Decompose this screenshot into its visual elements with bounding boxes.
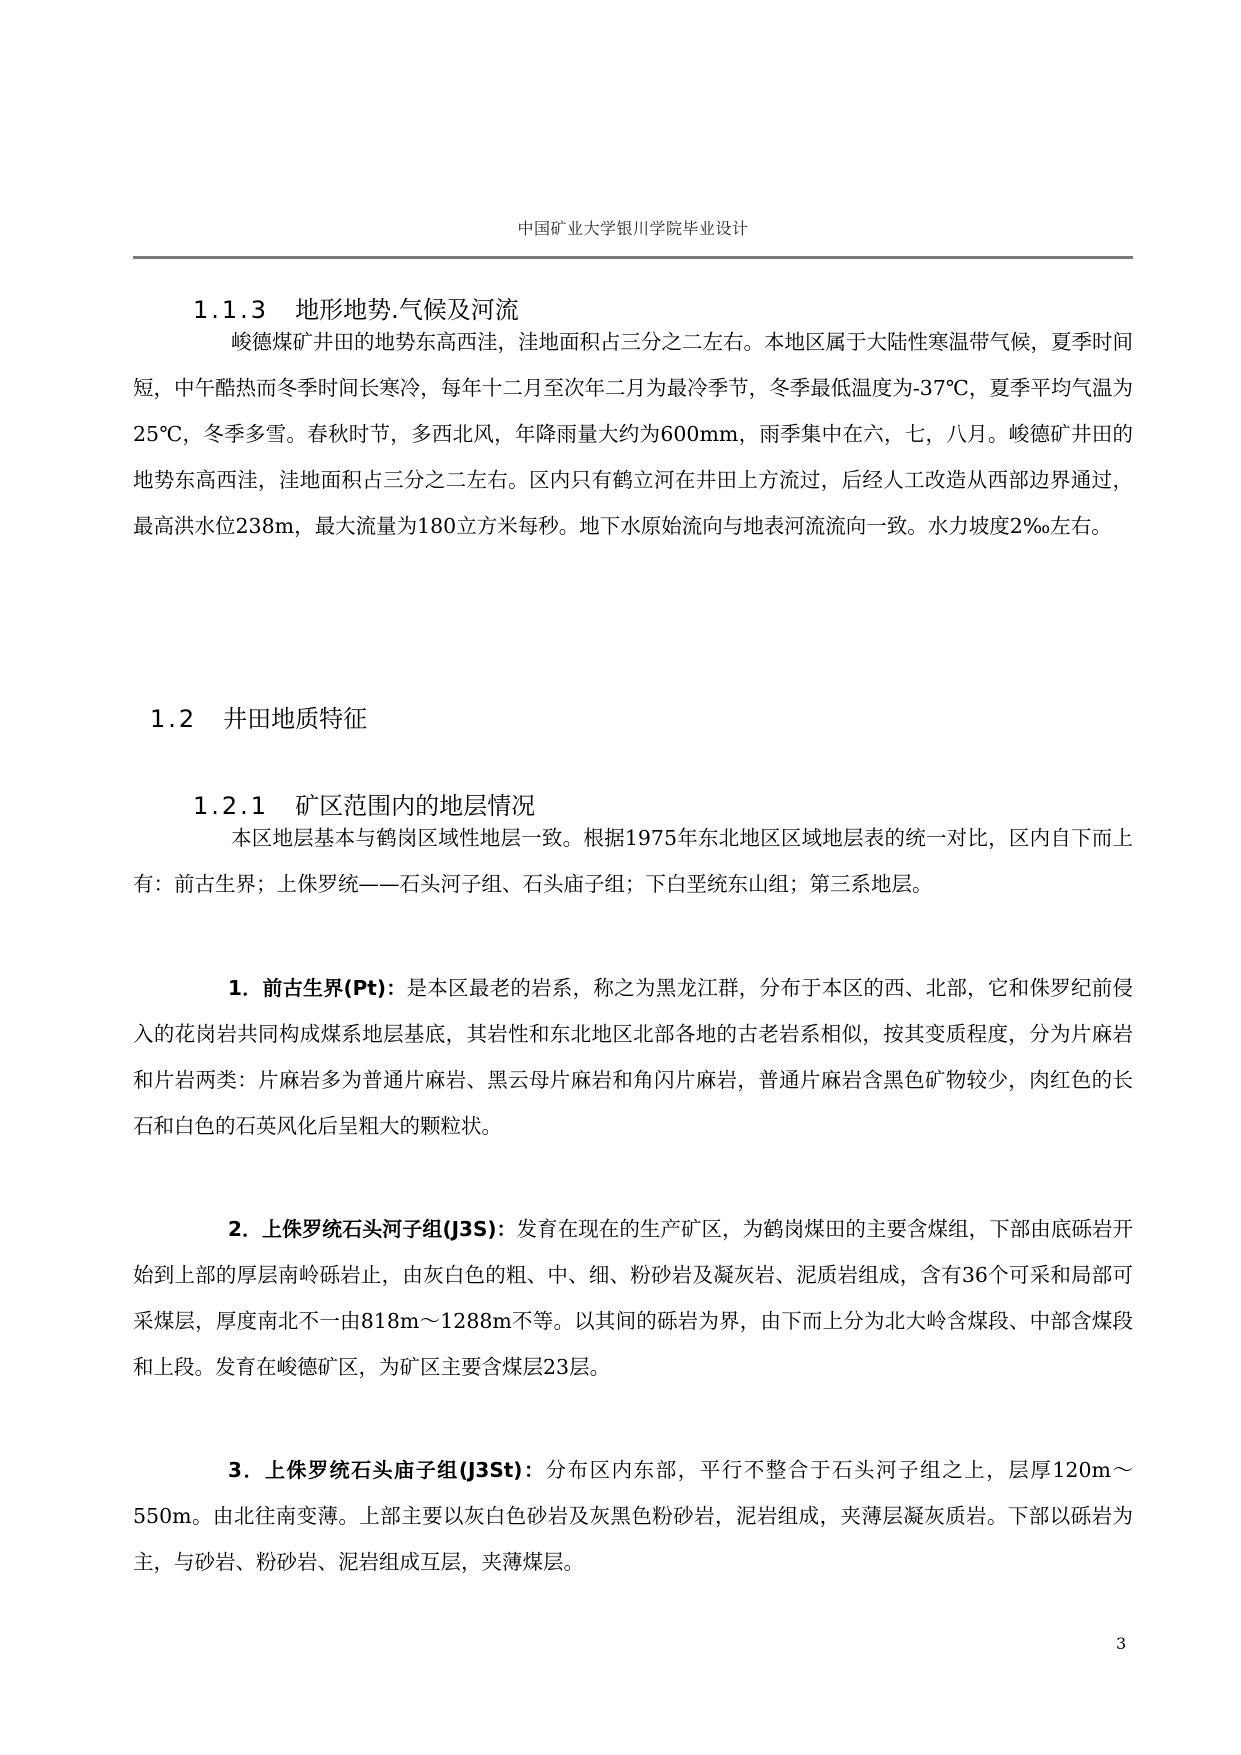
stratum-item-text: 发育在现在的生产矿区，为鹤岗煤田的主要含煤组，下部由底砾岩开始到上部的厚层南岭砾岩止，由灰白色的粗、中、细、粉砂岩及凝灰岩、泥质岩组成，含有36个可采和局部可采煤层，厚度南北不一由818m～1288m不等。以其间的砾岩为界，由下而上分为北大岭含煤段、中部含煤段和上段。发育在峻德矿区，为矿区主要含煤层23层。 — [133, 1217, 1133, 1379]
stratum-item-text: 是本区最老的岩系，称之为黑龙江群，分布于本区的西、北部，它和侏罗纪前侵入的花岗岩共同构成煤系地层基底，其岩性和东北地区北部各地的古老岩系相似，按其变质程度，分为片麻岩和片岩两类：片麻岩多为普通片麻岩、黑云母片麻岩和角闪片麻岩，普通片麻岩含黑色矿物较少，肉红色的长石和白色的石英风化后呈粗大的颗粒状。 — [133, 976, 1133, 1138]
page-header: 中国矿业大学银川学院毕业设计 — [517, 219, 749, 238]
section-title: 矿区范围内的地层情况 — [295, 792, 536, 820]
section-number: 1.2 — [150, 705, 198, 733]
page-number: 3 — [1116, 1634, 1127, 1653]
stratum-item-lead: 3．上侏罗统石头庙子组(J3St)： — [228, 1458, 546, 1482]
stratum-item-2 — [133, 1206, 1133, 1390]
section-title: 地形地势.气候及河流 — [295, 296, 519, 324]
stratum-item-1 — [133, 965, 1133, 1149]
stratum-item-lead: 2．上侏罗统石头河子组(J3S)： — [228, 1217, 517, 1241]
section-number: 1.2.1 — [193, 792, 270, 820]
section-heading-1-2 — [150, 702, 367, 736]
section-1-1-3-paragraph: 峻德煤矿井田的地势东高西洼，洼地面积占三分之二左右。本地区属于大陆性寒温带气候，夏季时间短，中午酷热而冬季时间长寒冷，每年十二月至次年二月为最冷季节，冬季最低温度为-37℃，夏季平均气温为25℃，冬季多雪。春秋时节，多西北风，年降雨量大约为600mm，雨季集中在六，七，八月。峻德矿井田的地势东高西洼，洼地面积占三分之二左右。区内只有鹤立河在井田上方流过，后经人工改造从西部边界通过，最高洪水位238m，最大流量为180立方米每秒。地下水原始流向与地表河流流向一致。水力坡度2‰左右。 — [133, 330, 1133, 538]
stratum-item-text: 分布区内东部，平行不整合于石头河子组之上，层厚120m～550m。由北往南变薄。上部主要以灰白色砂岩及灰黑色粉砂岩，泥岩组成，夹薄层凝灰质岩。下部以砾岩为主，与砂岩、粉砂岩、泥岩组成互层，夹薄煤层。 — [133, 1458, 1133, 1574]
stratum-item-3 — [133, 1447, 1133, 1585]
section-title: 井田地质特征 — [223, 705, 368, 733]
section-number: 1.1.3 — [193, 296, 270, 324]
section-1-2-1-intro: 本区地层基本与鹤岗区域性地层一致。根据1975年东北地区区域地层表的统一对比，区内自下而上有：前古生界；上侏罗统——石头河子组、石头庙子组；下白垩统东山组；第三系地层。 — [133, 826, 1133, 896]
stratum-item-lead: 1．前古生界(Pt)： — [228, 976, 407, 1000]
header-divider — [133, 256, 1133, 259]
